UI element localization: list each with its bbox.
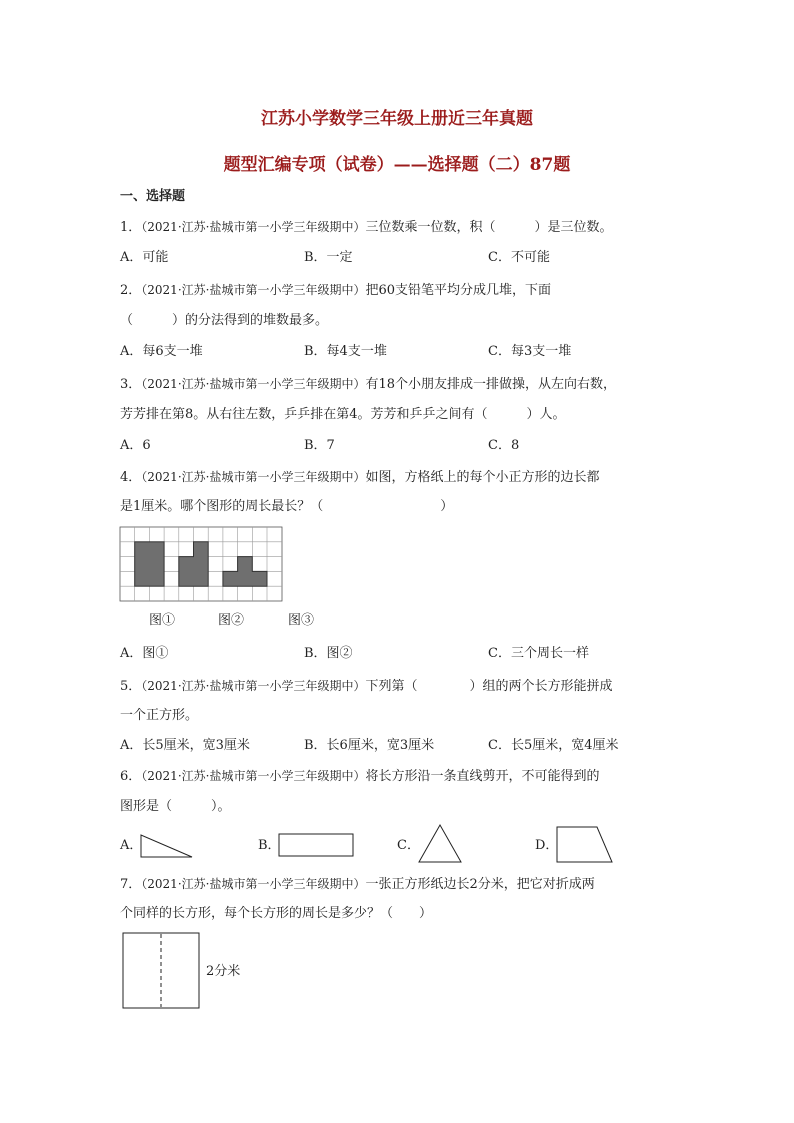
option-a: A．长5厘米，宽3厘米 bbox=[120, 738, 250, 753]
option-c: C．8 bbox=[488, 438, 520, 453]
question-number: 1． bbox=[120, 220, 142, 235]
question-source: （2021·江苏·盐城市第一小学三年级期中） bbox=[141, 769, 366, 783]
question-2 bbox=[120, 282, 551, 299]
question-5-line2: 一个正方形。 bbox=[120, 708, 199, 723]
question-4 bbox=[120, 469, 599, 486]
triangle-shape bbox=[418, 824, 463, 864]
question-number: 4． bbox=[120, 470, 142, 485]
question-6 bbox=[120, 768, 599, 785]
trapezoid-shape bbox=[554, 826, 614, 864]
question-number: 7． bbox=[120, 877, 142, 892]
option-c: C． bbox=[397, 838, 420, 853]
side-length-label: 2分米 bbox=[206, 964, 241, 979]
rectangle-shape bbox=[278, 833, 355, 858]
question-2-line2: （ ）的分法得到的堆数最多。 bbox=[120, 313, 329, 328]
question-number: 5． bbox=[120, 679, 142, 694]
option-b: B．一定 bbox=[304, 250, 353, 265]
question-source: （2021·江苏·盐城市第一小学三年级期中） bbox=[141, 679, 366, 693]
option-c: C．三个周长一样 bbox=[488, 646, 589, 661]
figure-label-2: 图② bbox=[218, 613, 245, 628]
option-b: B． bbox=[258, 838, 281, 853]
option-b: B．长6厘米，宽3厘米 bbox=[304, 738, 435, 753]
figure-1-shape bbox=[135, 542, 164, 586]
option-a: A．图① bbox=[120, 646, 169, 661]
page-title: 江苏小学数学三年级上册近三年真题 bbox=[261, 109, 533, 129]
option-c: C．长5厘米，宽4厘米 bbox=[488, 738, 619, 753]
option-b: B．7 bbox=[304, 438, 335, 453]
question-text: 将长方形沿一条直线剪开，不可能得到的 bbox=[365, 769, 600, 784]
question-1 bbox=[120, 219, 612, 236]
figure-label-1: 图① bbox=[149, 613, 176, 628]
figure-label-3: 图③ bbox=[288, 613, 315, 628]
question-number: 2． bbox=[120, 283, 142, 298]
question-number: 6． bbox=[120, 769, 142, 784]
option-c: C．每3支一堆 bbox=[488, 344, 572, 359]
question-source: （2021·江苏·盐城市第一小学三年级期中） bbox=[141, 877, 366, 891]
question-text: 三位数乘一位数，积（ ）是三位数。 bbox=[365, 220, 613, 235]
question-4-line2: 是1厘米。哪个图形的周长最长？（ ） bbox=[120, 499, 454, 514]
question-source: （2021·江苏·盐城市第一小学三年级期中） bbox=[141, 283, 366, 297]
option-b: B．每4支一堆 bbox=[304, 344, 387, 359]
option-d: D． bbox=[535, 838, 559, 853]
option-a: A．6 bbox=[120, 438, 151, 453]
question-7 bbox=[120, 876, 595, 893]
right-triangle-shape bbox=[140, 834, 194, 858]
grid-figure bbox=[120, 527, 282, 601]
option-b: B．图② bbox=[304, 646, 353, 661]
question-5 bbox=[120, 678, 612, 695]
option-a: A．可能 bbox=[120, 250, 169, 265]
question-3 bbox=[120, 376, 616, 393]
question-text: 一张正方形纸边长2分米，把它对折成两 bbox=[365, 877, 595, 892]
question-source: （2021·江苏·盐城市第一小学三年级期中） bbox=[141, 220, 366, 234]
option-a: A．每6支一堆 bbox=[120, 344, 203, 359]
question-number: 3． bbox=[120, 377, 142, 392]
folded-square-figure bbox=[122, 932, 202, 1010]
question-3-line2: 芳芳排在第8。从右往左数，乒乒排在第4。芳芳和乒乒之间有（ ）人。 bbox=[120, 407, 566, 422]
question-source: （2021·江苏·盐城市第一小学三年级期中） bbox=[141, 377, 366, 391]
option-c: C．不可能 bbox=[488, 250, 550, 265]
question-text: 有18个小朋友排成一排做操，从左向右数， bbox=[365, 377, 616, 392]
section-heading: 一、选择题 bbox=[120, 189, 186, 204]
question-7-line2: 个同样的长方形，每个长方形的周长是多少？（ ） bbox=[120, 906, 433, 921]
question-text: 把60支铅笔平均分成几堆，下面 bbox=[365, 283, 551, 298]
page-subtitle: 题型汇编专项（试卷）——选择题（二）87题 bbox=[223, 155, 571, 175]
question-text: 如图，方格纸上的每个小正方形的边长都 bbox=[365, 470, 600, 485]
option-a: A． bbox=[120, 838, 143, 853]
question-text: 下列第（ ）组的两个长方形能拼成 bbox=[365, 679, 613, 694]
question-source: （2021·江苏·盐城市第一小学三年级期中） bbox=[141, 470, 366, 484]
question-6-line2: 图形是（ ）。 bbox=[120, 799, 231, 814]
